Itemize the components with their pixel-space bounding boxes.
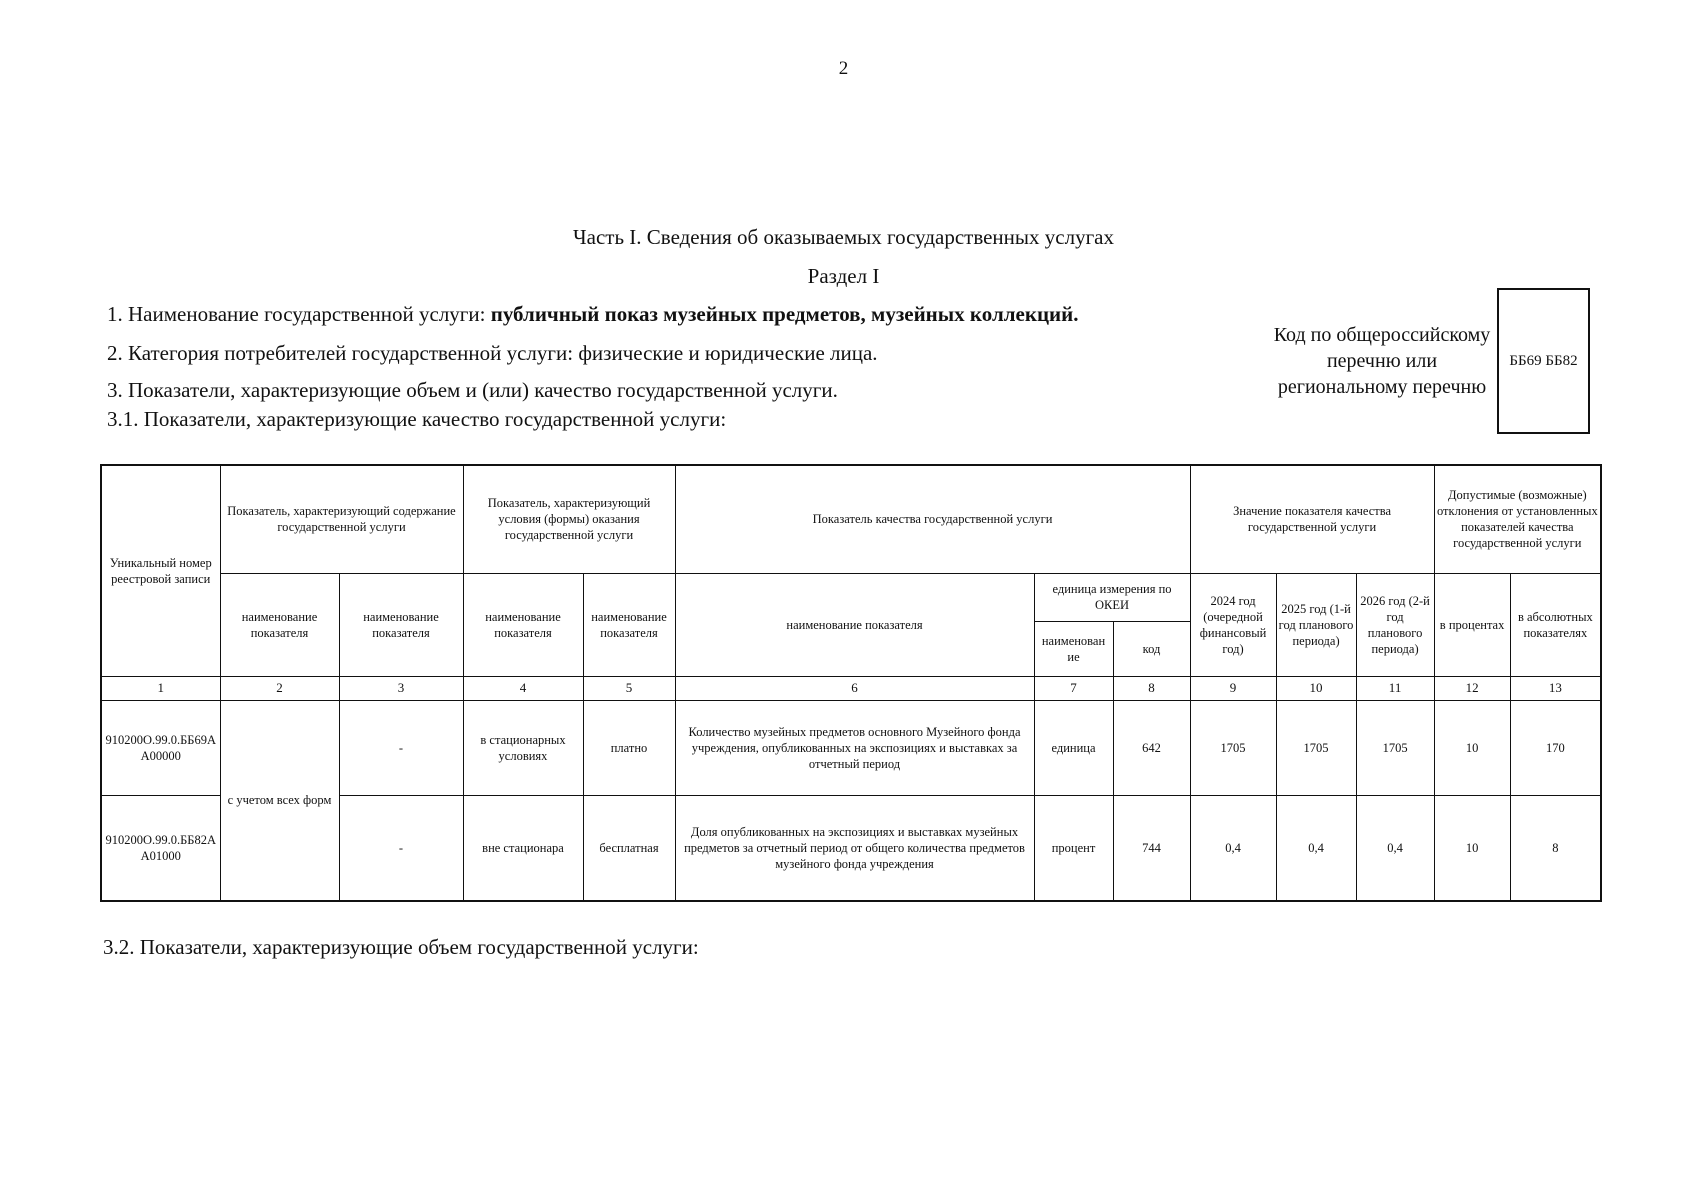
code-label [1262,322,1502,400]
volume-indicators-heading: 3.2. Показатели, характеризующие объем государственной услуги: [103,935,699,959]
deviation-percent: 10 [1434,700,1510,795]
header-absolute: в абсолютных показателях [1510,573,1601,676]
condition-indicator-2: бесплатная [583,795,675,901]
column-number: 12 [1434,676,1510,700]
unit-name: процент [1034,795,1113,901]
column-number: 5 [583,676,675,700]
value-2026: 0,4 [1356,795,1434,901]
header-value: Значение показателя качества государственной услуги [1190,465,1434,573]
header-indicator-name: наименование показателя [463,573,583,676]
column-number: 6 [675,676,1034,700]
quality-indicator-name: Количество музейных предметов основного Музейного фонда учреждения, опубликованных на экспозициях и выставках за отчетный период [675,700,1034,795]
column-number: 10 [1276,676,1356,700]
content-indicator-2: - [339,700,463,795]
code-box: ББ69 ББ82 [1497,288,1590,434]
content-indicator-shared: с учетом всех форм [220,700,339,901]
header-indicator-name: наименование показателя [339,573,463,676]
header-indicator-name: наименование показателя [583,573,675,676]
header-deviation: Допустимые (возможные) отклонения от установленных показателей качества государственной услуги [1434,465,1601,573]
column-number: 7 [1034,676,1113,700]
table-row [101,700,1601,795]
unit-code: 744 [1113,795,1190,901]
header-indicator-name: наименование показателя [220,573,339,676]
column-number: 9 [1190,676,1276,700]
header-unique-number: Уникальный номер реестровой записи [101,465,220,676]
page-number: 2 [838,58,849,79]
column-number: 13 [1510,676,1601,700]
consumer-category-line: 2. Категория потребителей государственной услуги: физические и юридические лица. [107,341,878,365]
code-label-line: региональному перечню [1277,376,1487,398]
service-name-value: публичный показ музейных предметов, музейных коллекций. [490,302,1079,326]
header-2026: 2026 год (2-й год планового периода) [1356,573,1434,676]
content-indicator-2: - [339,795,463,901]
condition-indicator-2: платно [583,700,675,795]
header-okei-code: код [1113,621,1190,676]
header-2024: 2024 год (очередной финансовый год) [1190,573,1276,676]
header-content: Показатель, характеризующий содержание государственной услуги [220,465,463,573]
quality-indicators-heading: 3.1. Показатели, характеризующие качество государственной услуги: [107,407,727,431]
column-number: 8 [1113,676,1190,700]
part-title: Часть I. Сведения об оказываемых государственных услугах [572,225,1115,249]
column-number: 11 [1356,676,1434,700]
service-name-line [107,302,1079,327]
quality-indicators-table [100,464,1602,902]
quality-indicator-name: Доля опубликованных на экспозициях и выставках музейных предметов за отчетный период от общего количества предметов музейного фонда учреждения [675,795,1034,901]
code-label-line: перечню или [1326,350,1438,372]
value-2025: 0,4 [1276,795,1356,901]
deviation-absolute: 8 [1510,795,1601,901]
row-id: 910200О.99.0.ББ82АА01000 [101,795,220,901]
unit-name: единица [1034,700,1113,795]
code-label-line: Код по общероссийскому [1273,324,1491,346]
deviation-percent: 10 [1434,795,1510,901]
row-id: 910200О.99.0.ББ69АА00000 [101,700,220,795]
header-okei: единица измерения по ОКЕИ [1034,573,1190,621]
service-name-label: 1. Наименование государственной услуги: [107,302,491,326]
value-2024: 1705 [1190,700,1276,795]
condition-indicator-1: в стационарных условиях [463,700,583,795]
unit-code: 642 [1113,700,1190,795]
column-number: 3 [339,676,463,700]
header-indicator-name: наименование показателя [675,573,1034,676]
value-2025: 1705 [1276,700,1356,795]
column-number: 1 [101,676,220,700]
column-number: 2 [220,676,339,700]
value-2026: 1705 [1356,700,1434,795]
header-okei-name: наименован ие [1034,621,1113,676]
condition-indicator-1: вне стационара [463,795,583,901]
header-percent: в процентах [1434,573,1510,676]
deviation-absolute: 170 [1510,700,1601,795]
header-conditions: Показатель, характеризующий условия (формы) оказания государственной услуги [463,465,675,573]
header-2025: 2025 год (1-й год планового периода) [1276,573,1356,676]
indicators-line: 3. Показатели, характеризующие объем и (или) качество государственной услуги. [107,378,838,402]
section-title: Раздел I [807,264,880,288]
column-number: 4 [463,676,583,700]
header-quality: Показатель качества государственной услуги [675,465,1190,573]
value-2024: 0,4 [1190,795,1276,901]
